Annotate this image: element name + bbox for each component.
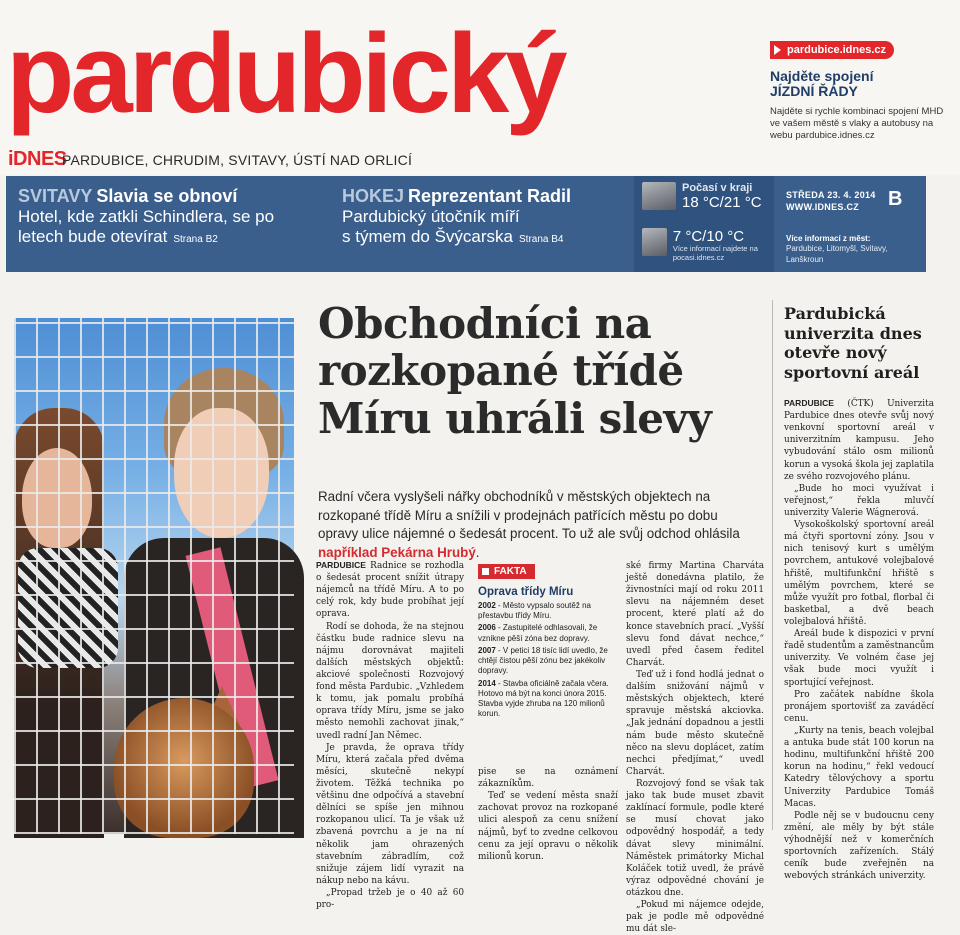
more-info [786,234,926,265]
facts-year: 2007 [478,645,496,655]
teaser-line: Pardubický útočník míří [342,207,520,226]
paragraph: „Pokud mi nájemce odejde, pak je podle mě odpovědné mu dát sle- [626,900,764,935]
paragraph: Radnice se rozhodla o šedesát procent snížit útrapy nájemců na třídě Míru. A to po celý rok, kdy bude probíhat její oprava. [316,561,464,620]
teaser-page: Strana B4 [519,234,564,246]
article-lede: Radní včera vyslyšeli nářky obchodníků v městských objektech na rozkopané třídě Míru a snížili v prodejnách patřících městu po dobu opravy ulice nájemné o šedesát procent. To už ale svůj odchod ohlásila například Pekárna Hrubý. [318,489,740,560]
article-column-3 [626,560,764,935]
masthead [0,0,960,175]
facts-text: - Zastupitelé odhlasovali, že vznikne pěší zóna bez dopravy. [478,623,598,643]
facts-item [478,623,618,643]
weather-tomorrow: 7 °C/10 °C [672,228,745,245]
column-divider [772,300,773,830]
teaser-hokej[interactable] [342,186,622,248]
facts-box [478,562,618,722]
dateline: PARDUBICE [784,398,834,408]
facts-title: Oprava třídy Míru [478,586,574,598]
weather-note: Více informací najdete na pocasi.idnes.cz [672,244,758,262]
teaser-line: letech bude otevírat [18,227,168,247]
paragraph: Rodí se dohoda, že na stejnou částku bude radnice slevu na nájmu dorovnávat majiteli dalších městských objektů: akciové společnosti Rozvojový fond města Pardubic. „Vzhledem k tomu, jak pomalu probíhá oprava třídy Míru, jsme se jako město nemohli zachovat jinak,“ uvedl radní Jan Němec. [316,621,464,741]
article-headline: Obchodníci na rozkopané třídě Míru uhráli slevy [318,299,712,443]
paragraph: ské firmy Martina Charváta ještě donedávna platilo, že živnostníci mají od roku 2011 slevu na nájemném deset procent, které platí až do konce stavebních prací. „Vyšší slevu fond dávat nechce,“ uvedl před časem ředitel Charvát. [626,561,764,668]
cloud-icon [642,182,676,210]
paragraph: Teď už i fond hodlá jednat o dalším snižování nájmů v městských objektech, které spravuje městská akciovka. „Jak jednání dopadnou a jestli nám bude město skutečně něco na slevu doplácet, zatím nechci předjímat,“ uvedl Charvát. [626,669,764,777]
article-photo [14,318,294,834]
facts-list [478,601,618,720]
teaser-title: Slavia se obnoví [96,186,238,206]
issue-date: STŘEDA 23. 4. 2014 [786,190,876,200]
paragraph: Vysokoškolský sportovní areál má čtyři sportovní zóny. Jsou v nich tenisový kurt s umělým povrchem, antukové volejbalové hřiště, multifunkční hřiště s umělým povrchem, které se může využít pro fotbal, florbal či basketbal, a dvě beach volejbalová hřiště. [784,520,934,627]
facts-item [478,646,618,677]
section-letter: B [888,188,903,210]
rain-cloud-icon [642,228,667,256]
paragraph: „Propad tržeb je o 40 až 60 pro- [316,887,464,911]
teaser-band [6,176,926,272]
facts-year: 2014 [478,678,496,688]
facts-year: 2002 [478,601,496,610]
weather-box [634,176,774,272]
site-url: WWW.IDNES.CZ [786,201,860,212]
newspaper-logo: pardubický [6,11,564,136]
article-column-1 [316,560,464,911]
promo-link-label: pardubice.idnes.cz [787,44,887,56]
teaser-page: Strana B2 [173,234,218,246]
more-info-towns: Pardubice, Litomyšl, Svitavy, Lanškroun [786,244,888,264]
article-column-2 [478,766,618,863]
promo-text: Najděte si rychle kombinaci spojení MHD ve vašem městě s vlaky a autobusy na webu pardubice.idnes.cz [770,105,944,142]
facts-text: - Město vypsalo soutěž na přestavbu třídy Míru. [478,601,591,621]
paragraph: Podle něj se v budoucnu ceny změní, ale měly by být stále výhodnější než v komerčních sportovních zařízeních. Stálý ceník bude zveřejněn na webových stránkách univerzity. [784,810,934,882]
facts-tag-label: FAKTA [494,566,527,577]
teaser-kicker: SVITAVY [18,186,93,206]
paragraph: „Kurty na tenis, beach volejbal a antuka bude stát 100 korun na hodinu, multifunkční hřiště 200 korun na hodinu,“ řekl vedoucí Katedry tělovýchovy a sportu Univerzity Pardubice Tomáš Macas. [784,725,934,809]
teaser-title: Reprezentant Radil [408,186,572,206]
promo-box [770,40,950,143]
promo-link[interactable] [770,41,894,59]
regions-line: PARDUBICE, CHRUDIM, SVITAVY, ÚSTÍ NAD ORLICÍ [62,152,413,168]
teaser-line: Hotel, kde zatkli Schindlera, se po [18,207,275,226]
paragraph: Teď se vedení města snaží zachovat provoz na rozkopané ulici alespoň za cenu snížení nájmů, byť to zvedne celkovou cenu za její opravu o několik milionů korun. [478,791,618,862]
teaser-kicker: HOKEJ [342,186,405,206]
lede-text: Radní včera vyslyšeli nářky obchodníků v městských objektech na rozkopané třídě Míru a snížili v prodejnách patřících městu po dobu opravy ulice nájemné o šedesát procent. To už ale svůj odchod ohlásila [318,489,740,541]
facts-item [478,601,618,621]
sidebar-headline: Pardubická univerzita dnes otevře nový sportovní areál [784,304,922,382]
promo-title: Najděte spojení [770,68,874,84]
more-info-label: Více informací z měst: [786,234,871,243]
facts-year: 2006 [478,623,496,633]
facts-text: - V petici 18 tisíc lidí uvedlo, že chtějí čistou pěší zónu bez jakékoliv dopravy. [478,645,608,676]
dateline: PARDUBICE [316,560,366,570]
paragraph: Rozvojový fond se však tak jako tak bude muset zbavit zaklínací formule, podle které se musí chovat jako odpovědný hospodář, a tedy dávat slevy minimální. Náměstek primátorky Michal Koláček totiž uvedl, že právě výraz odpovědné chování je otázkou dne. [626,778,764,898]
paragraph: pise se na oznámení zákazníkům. [478,767,618,790]
weather-today: 18 °C/21 °C [682,194,762,211]
lede-highlight: například Pekárna Hrubý [318,544,476,560]
paragraph: Pro začátek nabídne škola pronájem sportovišť za zaváděcí cenu. [784,689,934,724]
brand-label: iDNES [8,148,67,170]
weather-label: Počasí v kraji [682,182,753,194]
paragraph: Areál bude k dispozici v první řadě studentům a zaměstnancům univerzity. Ve volném čase jej však bude moci využít i sportující veřejnost. [784,629,934,688]
facts-tag [478,564,535,579]
facts-text: - Stavba oficiálně začala včera. Hotovo má být na konci února 2015. Stavba vyjde zhruba na 120 milionů korun. [478,678,609,719]
paragraph: „Bude ho moci využívat i veřejnost,“ řekla mluvčí univerzity Valerie Wágnerová. [784,483,934,518]
paragraph: Je pravda, že oprava třídy Míru, která začala před dvěma měsíci, skutečně nekypí životem. Těžká technika po většinu dne odpočívá a stavební dělníci se spíše jen mihnou rozkopanou ulicí. Ta je však už zbavená povrchu a je na ní několik jam ohrazených stavebním zábradlím, což snižuje zájem lidí vyrazit na nákup nebo na kávu. [316,742,464,886]
teaser-svitavy[interactable] [18,186,328,248]
promo-subtitle: JÍZDNÍ ŘÁDY [770,83,858,100]
sidebar-column [784,398,934,882]
square-icon [482,568,489,575]
facts-item [478,679,618,720]
paragraph: (ČTK) Univerzita Pardubice dnes otevře svůj nový venkovní sportovní areál v univerzitním kampusu. Jeho vybudování stálo osm milionů korun a vysoká škola jej zaplatila ze svého rozvojového plánu. [784,399,934,482]
issue-date-block [786,190,876,213]
arrow-right-icon [774,45,781,55]
teaser-line: s týmem do Švýcarska [342,227,513,247]
